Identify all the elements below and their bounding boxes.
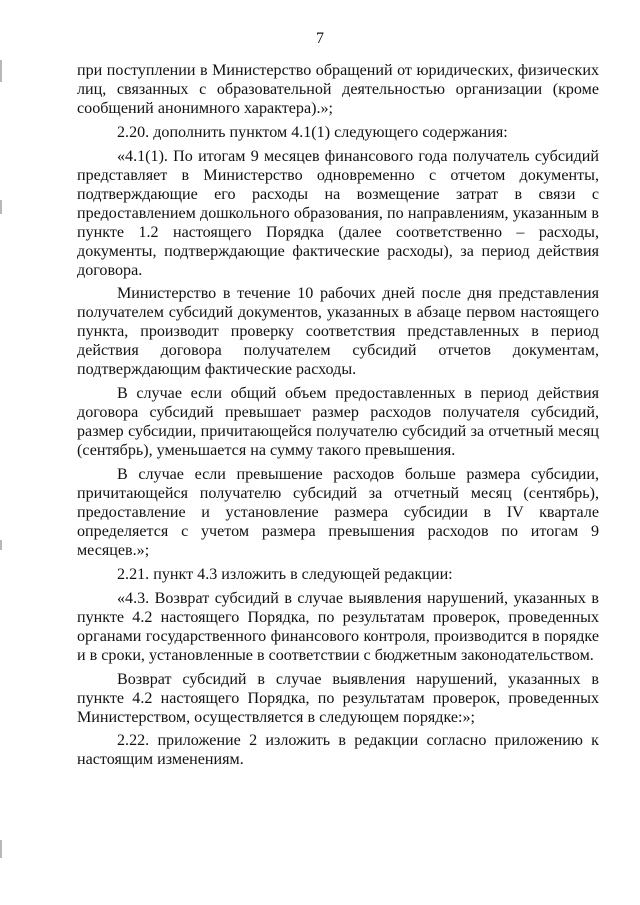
scan-edge-mark (0, 200, 2, 214)
paragraph-item-2-20: 2.20. дополнить пунктом 4.1(1) следующего содержания: (117, 123, 508, 141)
paragraph-item-2-22: 2.22. приложение 2 изложить в редакции согласно приложению к настоящим изменениям. (77, 732, 599, 769)
page-number: 7 (316, 30, 324, 47)
scan-edge-mark (0, 540, 2, 550)
paragraph-ministry-check: Министерство в течение 10 рабочих дней после дня представления получателем субсидий документов, указанных в абзаце первом настоящего пункта, производит проверку соответствия представленных в период действия договора получателем субсидий отчетов документам, подтверждающим фактические расходы. (77, 285, 599, 379)
scan-edge-mark (0, 60, 2, 82)
scan-edge-mark (0, 840, 2, 858)
paragraph-continuation: при поступлении в Министерство обращений от юридических, физических лиц, связанных с образовательной деятельностью организации (кроме сообщений анонимного характера).»; (77, 62, 599, 117)
paragraph-excess-reduction: В случае если общий объем предоставленных в период действия договора субсидий превышает размер расходов получателя субсидий, размер субсидии, причитающейся получателю субсидий за отчетный месяц (сентябрь), уменьшается на сумму такого превышения. (77, 385, 599, 460)
paragraph-clause-4-1-1: «4.1(1). По итогам 9 месяцев финансового года получатель субсидий представляет в Министерство одновременно с отчетом документы, подтверждающие его расходы на возмещение затрат в связи с предоставлением дошкольного образования, по направлениям, указанным в пункте 1.2 настоящего Порядка (далее соответственно – расходы, документы, подтверждающие фактические расходы), за период действия договора. (77, 147, 599, 279)
paragraph-item-2-21: 2.21. пункт 4.3 изложить в следующей редакции: (117, 565, 453, 583)
document-body (77, 62, 599, 775)
paragraph-clause-4-3: «4.3. Возврат субсидий в случае выявления нарушений, указанных в пункте 4.2 настоящего Порядка, по результатам проверок, проведенных органами государственного финансового контроля, производится в порядке и в сроки, установленные в соответствии с бюджетным законодательством. (77, 589, 599, 664)
paragraph-excess-q4: В случае если превышение расходов больше размера субсидии, причитающейся получателю субсидий за отчетный месяц (сентябрь), предоставление и установление размера субсидии в IV квартале определяется с учетом размера превышения расходов по итогам 9 месяцев.»; (77, 466, 599, 559)
paragraph-refund-procedure: Возврат субсидий в случае выявления нарушений, указанных в пункте 4.2 настоящего Порядка, по результатам проверок, проведенных Министерством, осуществляется в следующем порядке:»; (77, 670, 599, 726)
